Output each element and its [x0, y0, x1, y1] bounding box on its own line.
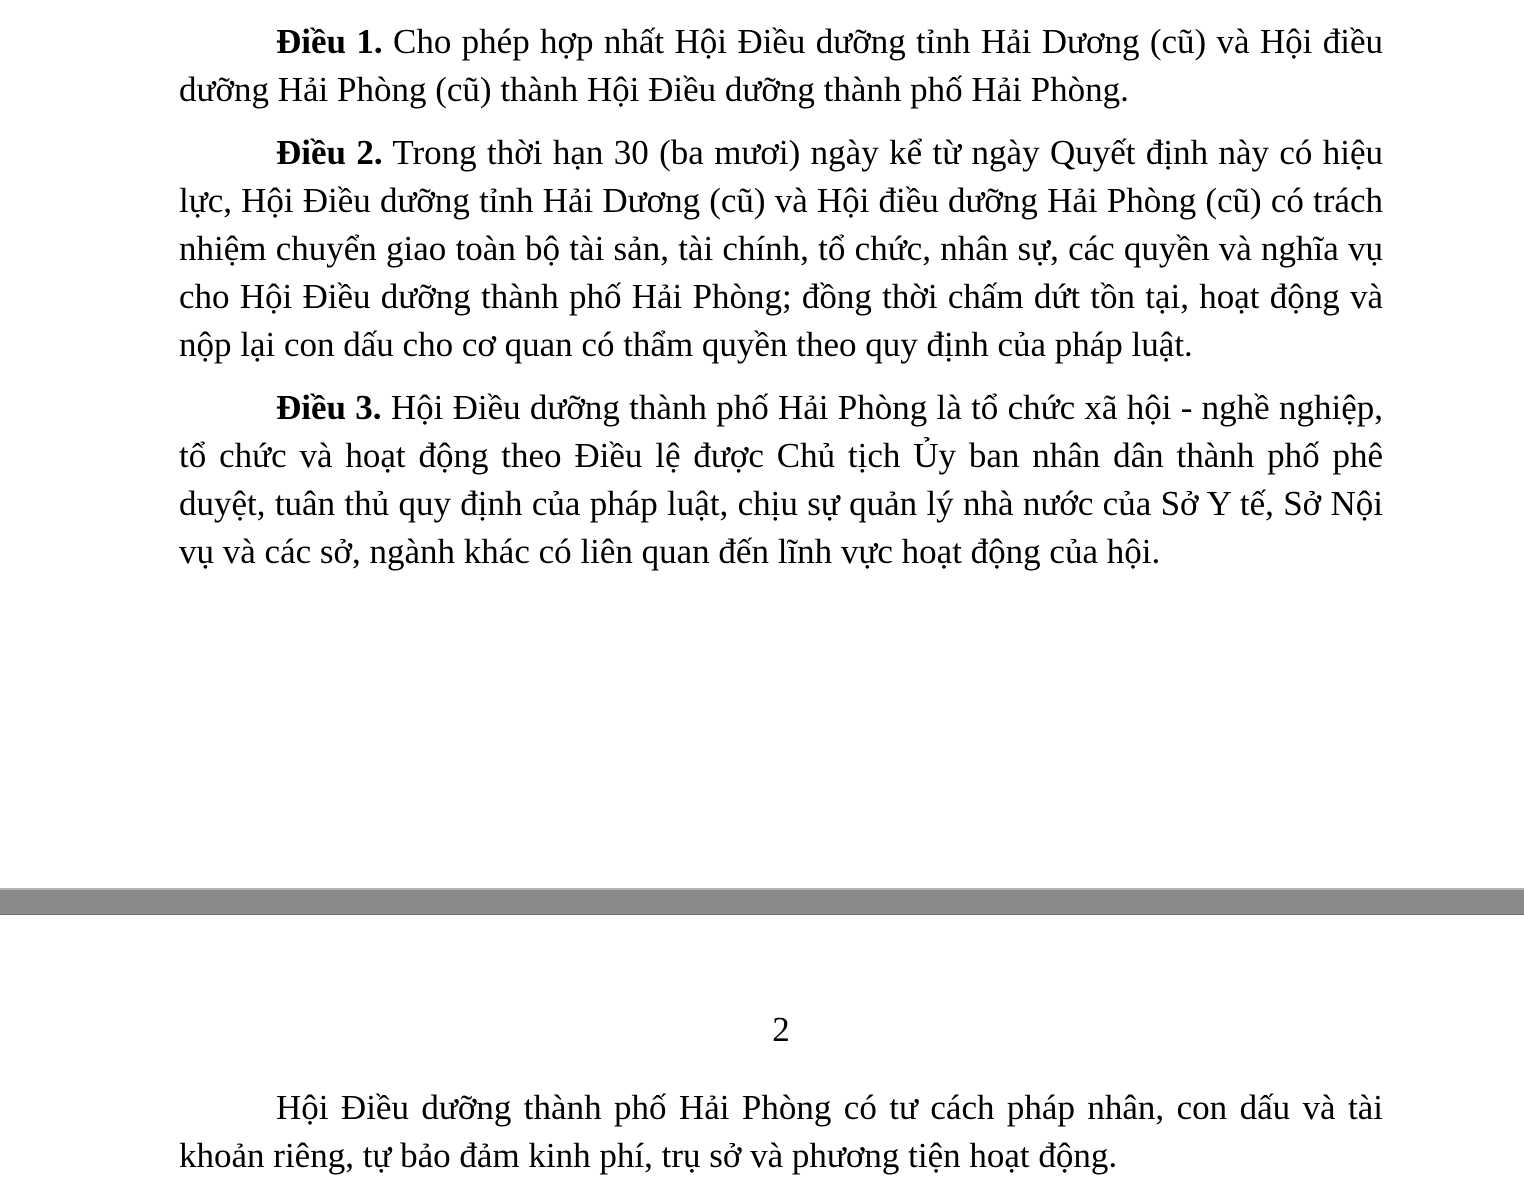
article-3-label: Điều 3. [276, 388, 382, 427]
page-1-body [179, 18, 1383, 591]
article-3-text: Hội Điều dưỡng thành phố Hải Phòng là tổ chức xã hội - nghề nghiệp, tổ chức và hoạt động theo Điều lệ được Chủ tịch Ủy ban nhân dân thành phố phê duyệt, tuân thủ quy định của pháp luật, chịu sự quản lý nhà nước của Sở Y tế, Sở Nội vụ và các sở, ngành khác có liên quan đến lĩnh vực hoạt động của hội. [179, 388, 1383, 571]
page-separator [0, 888, 1524, 915]
article-2-label: Điều 2. [276, 133, 383, 172]
article-1-paragraph [179, 18, 1383, 114]
article-3-paragraph [179, 384, 1383, 576]
page-2-body [179, 1084, 1383, 1195]
document-page-2 [0, 915, 1524, 1200]
page-number: 2 [772, 1010, 790, 1049]
article-1-text: Cho phép hợp nhất Hội Điều dưỡng tỉnh Hải Dương (cũ) và Hội điều dưỡng Hải Phòng (cũ) thành Hội Điều dưỡng thành phố Hải Phòng. [179, 22, 1384, 109]
article-2-paragraph [179, 129, 1383, 369]
article-2-text: Trong thời hạn 30 (ba mươi) ngày kể từ ngày Quyết định này có hiệu lực, Hội Điều dưỡng tỉnh Hải Dương (cũ) và Hội điều dưỡng Hải Phòng (cũ) có trách nhiệm chuyển giao toàn bộ tài sản, tài chính, tổ chức, nhân sự, các quyền và nghĩa vụ cho Hội Điều dưỡng thành phố Hải Phòng; đồng thời chấm dứt tồn tại, hoạt động và nộp lại con dấu cho cơ quan có thẩm quyền theo quy định của pháp luật. [179, 133, 1384, 364]
page-2-paragraph: Hội Điều dưỡng thành phố Hải Phòng có tư cách pháp nhân, con dấu và tài khoản riêng, tự bảo đảm kinh phí, trụ sở và phương tiện hoạt động. [179, 1088, 1383, 1175]
article-1-label: Điều 1. [276, 22, 383, 61]
